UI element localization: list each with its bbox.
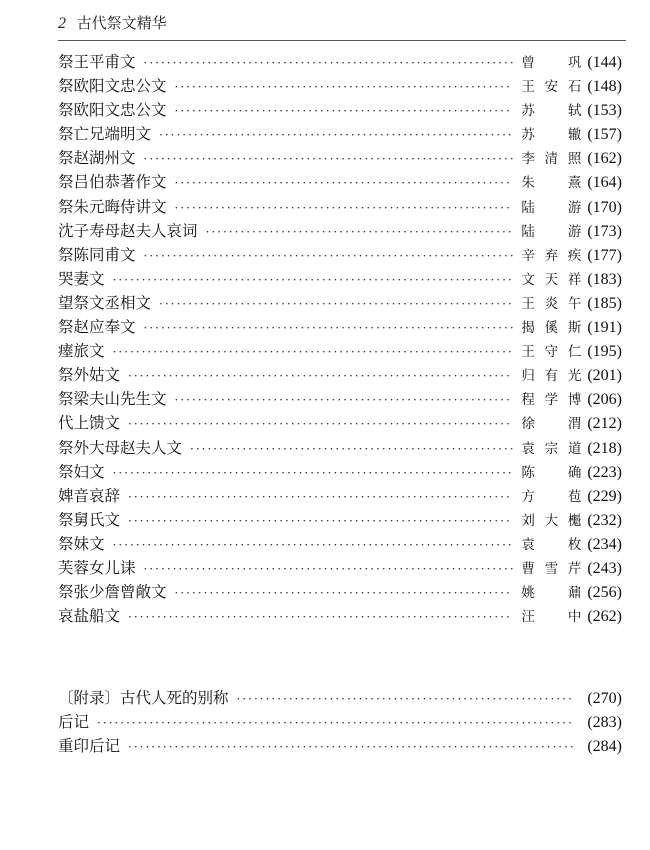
- entry-author: 汪中: [521, 609, 582, 626]
- leader-dots: [128, 514, 513, 528]
- toc-entry: [58, 484, 622, 508]
- toc-entry: [58, 532, 622, 556]
- entry-title: 婢音哀辞: [58, 486, 121, 505]
- entry-page: (218): [587, 439, 622, 457]
- entry-title: 代上馈文: [58, 414, 121, 433]
- toc-entry: [58, 580, 622, 604]
- entry-page: (183): [587, 270, 622, 288]
- entry-author: 李清照: [521, 151, 582, 168]
- leader-dots: [113, 345, 514, 359]
- entry-page: (212): [587, 415, 622, 433]
- entry-page: (229): [587, 487, 622, 505]
- entry-page: (206): [587, 391, 622, 409]
- entry-title: 祭外姑文: [58, 366, 121, 385]
- entry-page: (232): [587, 511, 622, 529]
- entry-page: (164): [587, 174, 622, 192]
- entry-title: 哀盐船文: [58, 607, 121, 626]
- toc-entry: [58, 146, 622, 170]
- entry-page: (283): [587, 714, 622, 732]
- entry-author: 文天祥: [521, 271, 582, 288]
- entry-author: 姚鼐: [521, 585, 582, 602]
- entry-title: 〔附录〕古代人死的别称: [58, 689, 229, 707]
- entry-author: 归有光: [521, 368, 582, 385]
- entry-title: 祭妇文: [58, 462, 105, 481]
- toc-entry: [58, 436, 622, 460]
- entry-title: 祭妹文: [58, 534, 105, 553]
- toc-entry: [58, 195, 622, 219]
- entry-author: 王安石: [521, 79, 582, 96]
- entry-title: 后记: [58, 713, 90, 732]
- entry-title: 祭欧阳文忠公文: [58, 77, 167, 96]
- leader-dots: [113, 538, 514, 552]
- entry-page: (170): [587, 198, 622, 216]
- toc-entry: [58, 170, 622, 194]
- toc-entry: [58, 363, 622, 387]
- entry-title: 祭外大母赵夫人文: [58, 438, 183, 457]
- leader-dots: [128, 610, 513, 624]
- leader-dots: [113, 273, 514, 287]
- toc-entry: [58, 315, 622, 339]
- entry-title: 祭梁夫山先生文: [58, 390, 167, 409]
- entry-page: (243): [587, 559, 622, 577]
- leader-dots: [175, 586, 514, 600]
- entry-title: 瘗旅文: [58, 342, 105, 361]
- entry-author: 袁枚: [521, 536, 582, 553]
- entry-page: (173): [587, 222, 622, 240]
- appendix-list: [58, 686, 622, 758]
- entry-page: (177): [587, 246, 622, 264]
- entry-author: 陆游: [521, 199, 582, 216]
- leader-dots: [159, 128, 513, 142]
- toc-entry: [58, 74, 622, 98]
- appendix-entry: [58, 710, 622, 734]
- entry-page: (223): [587, 463, 622, 481]
- entry-author: 朱熹: [521, 175, 582, 192]
- page-number: 2: [58, 15, 66, 32]
- leader-dots: [128, 740, 575, 754]
- leader-dots: [144, 56, 514, 70]
- leader-dots: [175, 176, 514, 190]
- entry-page: (157): [587, 126, 622, 144]
- leader-dots: [175, 393, 514, 407]
- leader-dots: [159, 297, 513, 311]
- entry-title: 重印后记: [58, 737, 121, 756]
- toc-entry: [58, 98, 622, 122]
- entry-page: (284): [587, 738, 622, 756]
- leader-dots: [175, 80, 514, 94]
- entry-page: (162): [587, 150, 622, 168]
- entry-author: 揭傒斯: [521, 320, 582, 337]
- entry-title: 祭舅氏文: [58, 510, 121, 529]
- entry-title: 望祭文丞相文: [58, 293, 152, 312]
- leader-dots: [144, 321, 514, 335]
- entry-author: 苏轼: [521, 103, 582, 120]
- entry-page: (195): [587, 343, 622, 361]
- entry-title: 祭欧阳文忠公文: [58, 101, 167, 120]
- toc-entry: [58, 556, 622, 580]
- entry-page: (148): [587, 78, 622, 96]
- entry-author: 辛弃疾: [521, 247, 582, 264]
- leader-dots: [237, 692, 576, 706]
- entry-page: (270): [587, 690, 622, 707]
- entry-title: 祭张少詹曾敞文: [58, 583, 167, 602]
- toc-entry: [58, 267, 622, 291]
- entry-author: 苏辙: [521, 127, 582, 144]
- entry-title: 芙蓉女儿诔: [58, 558, 136, 577]
- toc-entry: [58, 219, 622, 243]
- entry-page: (262): [587, 608, 622, 626]
- leader-dots: [128, 417, 513, 431]
- leader-dots: [144, 249, 514, 263]
- entry-author: 刘大櫆: [521, 512, 582, 529]
- toc-entry: [58, 243, 622, 267]
- toc-entry: [58, 508, 622, 532]
- leader-dots: [144, 152, 514, 166]
- entry-author: 方苞: [521, 488, 582, 505]
- entry-author: 王炎午: [521, 295, 582, 312]
- entry-author: 徐渭: [521, 416, 582, 433]
- entry-author: 程学博: [521, 392, 582, 409]
- toc-entry: [58, 604, 622, 628]
- leader-dots: [175, 104, 514, 118]
- book-title: 古代祭文精华: [76, 14, 167, 32]
- entry-page: (191): [587, 319, 622, 337]
- entry-page: (256): [587, 584, 622, 602]
- entry-author: 袁宗道: [521, 440, 582, 457]
- entry-page: (201): [587, 367, 622, 385]
- entry-page: (153): [587, 102, 622, 120]
- leader-dots: [144, 562, 514, 576]
- leader-dots: [113, 466, 514, 480]
- toc-entry: [58, 50, 622, 74]
- toc-entry: [58, 460, 622, 484]
- entry-author: 王守仁: [521, 344, 582, 361]
- leader-dots: [175, 201, 514, 215]
- entry-title: 哭妻文: [58, 269, 105, 288]
- toc-entry: [58, 339, 622, 363]
- entry-page: (185): [587, 294, 622, 312]
- entry-title: 祭赵湖州文: [58, 149, 136, 168]
- entry-author: 陈确: [521, 464, 582, 481]
- entry-title: 祭朱元晦侍讲文: [58, 197, 167, 216]
- entry-page: (234): [587, 535, 622, 553]
- appendix-entry: [58, 734, 622, 758]
- toc-entry: [58, 291, 622, 315]
- entry-author: 陆游: [521, 223, 582, 240]
- leader-dots: [128, 369, 513, 383]
- toc-entry: [58, 387, 622, 411]
- entry-page: (144): [587, 54, 622, 71]
- leader-dots: [190, 442, 513, 456]
- appendix-entry: [58, 686, 622, 710]
- table-of-contents: [58, 50, 622, 628]
- toc-entry: [58, 411, 622, 435]
- leader-dots: [97, 716, 575, 730]
- entry-title: 祭陈同甫文: [58, 245, 136, 264]
- entry-title: 祭吕伯恭著作文: [58, 173, 167, 192]
- leader-dots: [128, 490, 513, 504]
- entry-title: 祭王平甫文: [58, 53, 136, 71]
- page-header: [58, 10, 626, 41]
- leader-dots: [206, 225, 514, 239]
- entry-title: 祭亡兄端明文: [58, 125, 152, 144]
- toc-entry: [58, 122, 622, 146]
- entry-title: 祭赵应奉文: [58, 318, 136, 337]
- entry-author: 曾巩: [521, 55, 582, 71]
- entry-title: 沈子寿母赵夫人哀词: [58, 221, 198, 240]
- entry-author: 曹雪芹: [521, 560, 582, 577]
